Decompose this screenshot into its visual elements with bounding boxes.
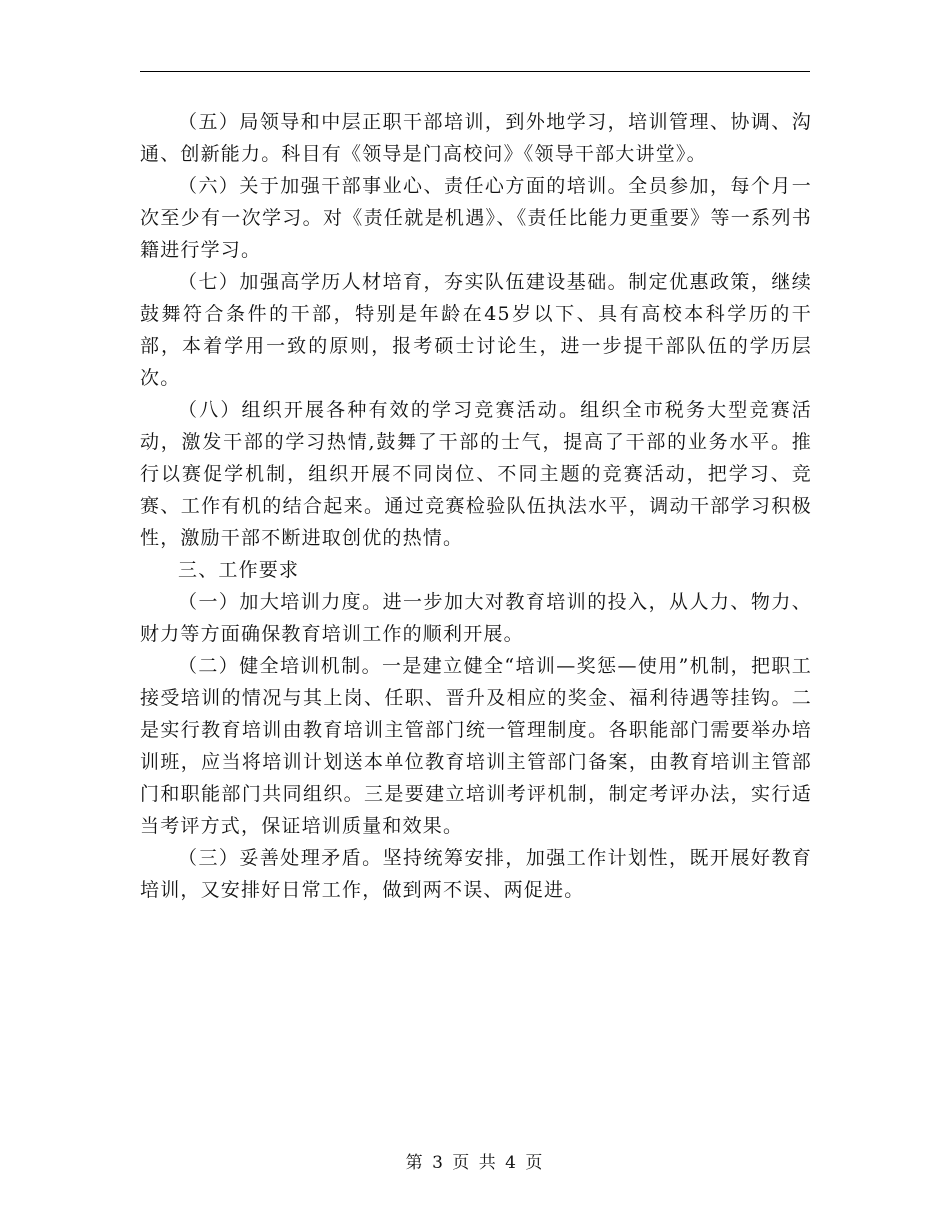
page-number: 第 3 页 共 4 页 xyxy=(405,1153,545,1173)
paragraph-6-responsibility-training: （六）关于加强干部事业心、责任心方面的培训。全员参加，每个月一次至少有一次学习。对《责任就是机遇》、《责任比能力更重要》等一系列书籍进行学习。 xyxy=(140,175,812,261)
paragraph-req-3-conflicts: （三）妥善处理矛盾。坚持统筹安排，加强工作计划性，既开展好教育培训，又安排好日常工作，做到两不误、两促进。 xyxy=(140,847,812,901)
paragraph-req-2-mechanism: （二）健全培训机制。一是建立健全“培训—奖惩—使用”机制，把职工接受培训的情况与其上岗、任职、晋升及相应的奖金、福利待遇等挂钩。二是实行教育培训由教育培训主管部门统一管理制度。各职能部门需要举办培训班，应当将培训计划送本单位教育培训主管部门备案，由教育培训主管部门和职能部门共同组织。三是要建立培训考评机制，制定考评办法，实行适当考评方式，保证培训质量和效果。 xyxy=(140,655,812,837)
paragraph-8-competition-activities: （八）组织开展各种有效的学习竞赛活动。组织全市税务大型竞赛活动，激发干部的学习热情,鼓舞了干部的士气，提高了干部的业务水平。推行以赛促学机制，组织开展不同岗位、不同主题的竞赛活动，把学习、竞赛、工作有机的结合起来。通过竞赛检验队伍执法水平，调动干部学习积极性，激励干部不断进取创优的热情。 xyxy=(140,399,812,549)
section-heading-work-requirements: 三、工作要求 xyxy=(178,559,300,581)
paragraph-req-1-intensity: （一）加大培训力度。进一步加大对教育培训的投入，从人力、物力、财力等方面确保教育培训工作的顺利开展。 xyxy=(140,591,812,645)
header-rule xyxy=(140,71,810,72)
paragraph-7-education-talent: （七）加强高学历人材培育，夯实队伍建设基础。制定优惠政策，继续鼓舞符合条件的干部，特别是年龄在45岁以下、具有高校本科学历的干部，本着学用一致的原则，报考硕士讨论生，进一步提干部队伍的学历层次。 xyxy=(140,271,812,389)
document-body xyxy=(140,106,812,906)
paragraph-5-leader-training: （五）局领导和中层正职干部培训，到外地学习，培训管理、协调、沟通、创新能力。科目有《领导是门高校问》《领导干部大讲堂》。 xyxy=(140,111,812,165)
